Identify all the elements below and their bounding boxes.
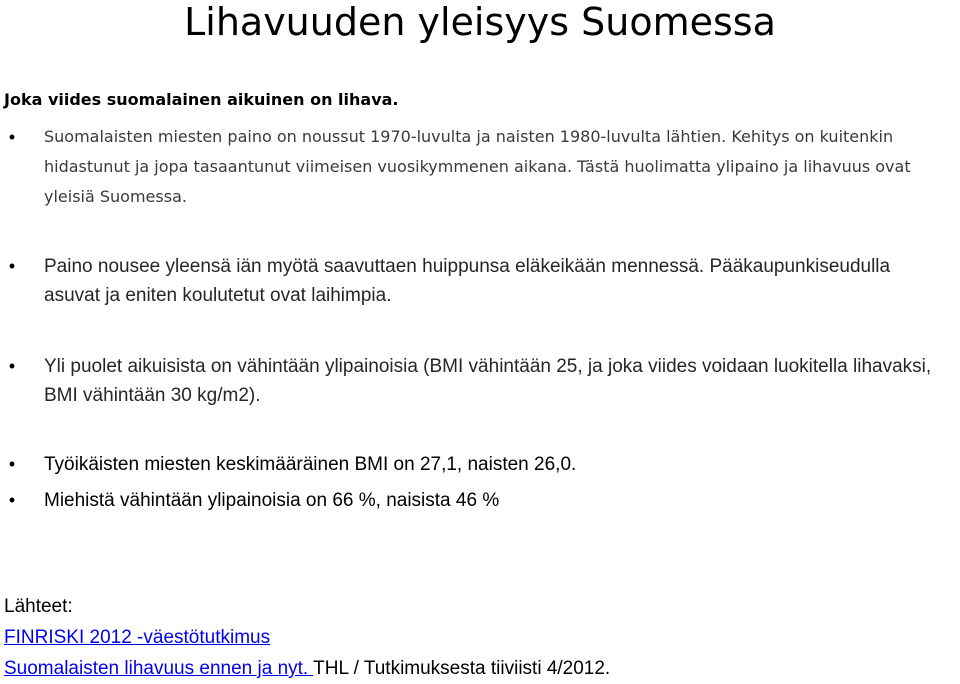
bullet-icon: • xyxy=(8,127,16,147)
bullet-text: Suomalaisten miesten paino on noussut 1970-luvulta ja naisten 1980-luvulta lähtien. Kehitys on kuitenkin hidastunut ja jopa tasaantunut viimeisen vuosikymmenen aikana. Tästä huolimatta ylipaino ja lihavuus ovat yleisiä Suomessa. xyxy=(44,127,911,206)
sources-section xyxy=(4,591,610,684)
sources-heading: Lähteet: xyxy=(4,596,73,617)
sources-line-1 xyxy=(4,622,610,653)
sources-suffix: THL / Tutkimuksesta tiiviisti 4/2012. xyxy=(313,658,611,679)
bullet-text: Paino nousee yleensä iän myötä saavuttaen huippunsa eläkeikään mennessä. Pääkaupunkiseudulla asuvat ja eniten koulutetut ovat laihimpia. xyxy=(44,256,891,306)
finriski-link[interactable]: FINRISKI 2012 -väestötutkimus xyxy=(4,627,271,648)
bullet-icon: • xyxy=(8,490,16,510)
bullet-icon: • xyxy=(8,454,16,474)
bullet-text: Työikäisten miesten keskimääräinen BMI on 27,1, naisten 26,0. xyxy=(44,454,577,475)
bullet-text: Yli puolet aikuisista on vähintään ylipainoisia (BMI vähintään 25, ja joka viides voidaan luokitella lihavaksi, BMI vähintään 30 kg/m2). xyxy=(44,356,932,406)
bullet-icon: • xyxy=(8,256,16,276)
sources-line-2 xyxy=(4,653,610,684)
page-title: Lihavuuden yleisyys Suomessa xyxy=(184,0,776,44)
bullet-icon: • xyxy=(8,356,16,376)
bullet-text: Miehistä vähintään ylipainoisia on 66 %, naisista 46 % xyxy=(44,490,500,511)
lead-text: Joka viides suomalainen aikuinen on lihava. xyxy=(4,90,399,109)
lihavuus-link[interactable]: Suomalaisten lihavuus ennen ja nyt. xyxy=(4,658,314,679)
